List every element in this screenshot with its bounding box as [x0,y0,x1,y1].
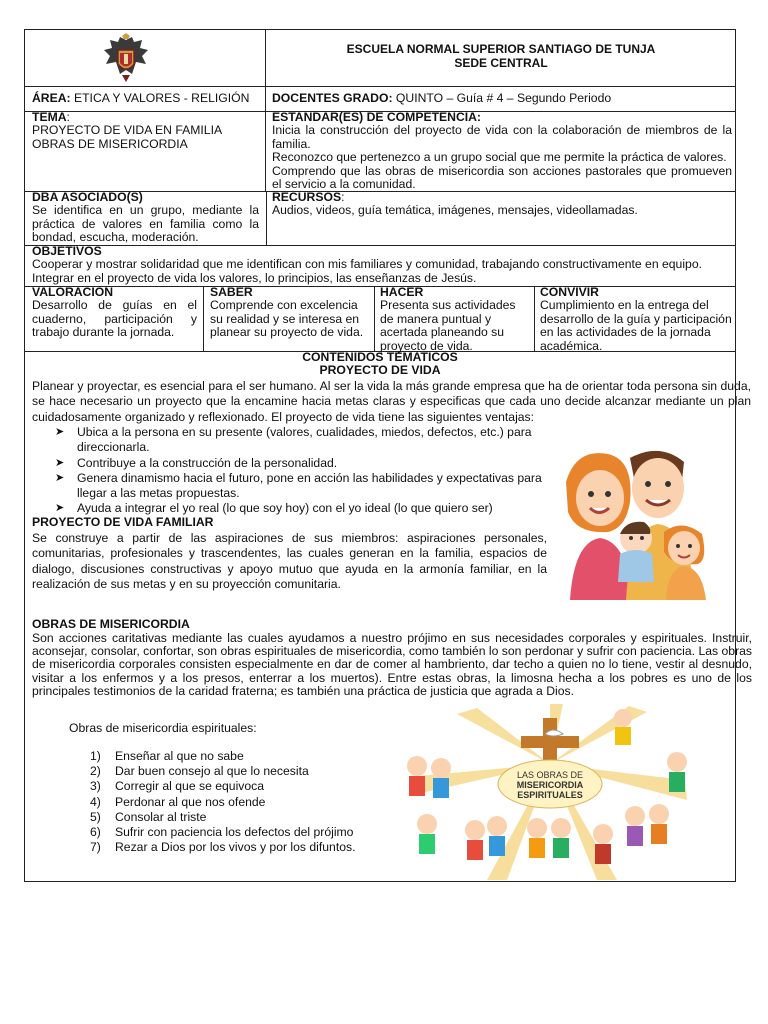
dba-cell [32,191,259,245]
espirituales-list [90,750,390,860]
recursos-label: RECURSOS [272,190,342,204]
dba-text: Se identifica en un grupo, mediante la práctica de valores en familia como la bondad, escucha, moderación. [32,203,259,245]
rule [534,286,535,352]
school-line2: SEDE CENTRAL [454,55,548,70]
list-item: ➤ Contribuye a la construcción de la personalidad. [55,455,338,470]
criterion-convivir [540,285,734,353]
area-label: ÁREA: [32,91,71,105]
arrow-bullet-icon: ➤ [55,456,65,469]
list-item: ➤ Genera dinamismo hacia el futuro, pone en acción las habilidades y expectativas para llegar a las metas propuestas. [55,470,542,501]
criterion-label: CONVIVIR [540,285,599,299]
criterion-text: Desarrollo de guías en el cuaderno, participación y trabajo durante la jornada. [32,298,197,340]
contenidos-intro: Planear y proyectar, es esencial para el ser humano. Al ser la vida la más grande empresa que ha de orientar toda persona sin duda, se hace necesario un proyecto que la encamine hacia metas claras y especificas que cada uno decide alcanzar mediante un plan cuidadosamente organizado y reflexionado. El proyecto de vida tiene las siguientes ventajas: [32,379,751,424]
tema-label: TEMA [32,110,67,124]
arrow-bullet-icon: ➤ [55,471,65,484]
recursos-cell [272,191,732,245]
list-item: 3) Corregir al que se equivoca [90,779,265,794]
criterion-label: SABER [210,285,253,299]
area-value: ETICA Y VALORES - RELIGIÓN [73,91,250,105]
estandar-cell [272,111,732,190]
estandar-p2: Reconozco que pertenezco a un grupo social que me permite la práctica de valores. [272,150,727,165]
contenidos-title: CONTENIDOS TEMATICOS [302,350,458,364]
rule [266,191,267,246]
contenidos-heading [24,351,736,379]
list-item: 7) Rezar a Dios por los vivos y por los difuntos. [90,840,356,855]
list-item: 2) Dar buen consejo al que lo necesita [90,764,309,779]
tema-line: PROYECTO DE VIDA EN FAMILIA [32,123,223,138]
estandar-p3: Comprendo que las obras de misericordia son acciones pastorales que promueven el servicio a la comunidad. [272,163,732,192]
list-item: ➤ Ayuda a integrar el yo real (lo que soy hoy) con el yo ideal (lo que quiero ser) [55,501,493,516]
obras-espirituales-illustration [397,704,703,881]
area-cell [32,92,264,108]
recursos-colon: : [341,190,345,204]
list-item: 4) Perdonar al que nos ofende [90,794,266,809]
list-item: 6) Sufrir con paciencia los defectos del prójimo [90,824,354,839]
school-crest [100,34,152,84]
objetivos-label: OBJETIVOS [32,244,102,258]
estandar-label: ESTANDAR(ES) DE COMPETENCIA: [272,110,481,124]
list-item: 1) Enseñar al que no sabe [90,749,244,763]
criterion-hacer [380,285,530,353]
criterion-text: Presenta sus actividades de manera puntual y acertada planeando su proyecto de vida. [380,298,516,353]
rule [374,286,375,352]
banner-line1: LAS OBRAS DE [516,770,584,780]
crest-icon [100,34,152,84]
ventajas-list [32,425,552,516]
criterion-text: Comprende con excelencia su realidad y se interesa en planear su proyecto de vida. [210,298,364,340]
obras-text: Son acciones caritativas mediante las cuales ayudamos a nuestro prójimo en sus necesidades corporales y espirituales. Instruir, aconsejar, consolar, confortar, son obras espirituales de misericordia, como también lo son perdonar y sufrir con paciencia. Las obras de misericordia corporales consisten especialmente en dar de comer al hambriento, dar techo a quien no lo tiene, vestir al desnudo, visitar a los enfermos y a los presos, enterrar a los muertos). Entre estas obras, la limosna hecha a los pobres es uno de los principales testimonios de la caridad fraterna; es también una práctica de justicia que agrada a Dios. [32,631,752,698]
contenidos-subtitle: PROYECTO DE VIDA [319,363,441,378]
rule [203,286,204,352]
estandar-p1: Inicia la construcción del proyecto de vida con la colaboración de miembros de la familia. [272,123,732,151]
objetivos-line2: Integrar en el proyecto de vida los valores, lo principios, las enseñanzas de Jesús. [32,270,477,285]
docentes-cell [272,92,732,108]
family-cartoon-icon [556,442,726,600]
arrow-bullet-icon: ➤ [55,426,65,438]
objetivos-cell [32,245,732,286]
family-illustration [556,442,726,600]
criterion-label: HACER [380,285,424,299]
obras-cartoon-icon [397,704,703,881]
familiar-text: Se construye a partir de las aspiraciones de sus miembros: aspiraciones personales, comunitarias, profesionales y trascendentes, las cuales generan en la familia, espacios de dialogo, discusiones constructivas y apoyo mutuo que ayuda en la armonía familiar, en la realización de sus metas y en su proyección comunitaria. [32,531,547,591]
list-item: 5) Consolar al triste [90,809,207,824]
banner-line2: MISERICORDIA [516,780,584,790]
criterion-label: VALORACION [32,285,114,299]
criterion-text: Cumplimiento en la entrega del desarrollo de la guía y participación en las actividades de la jornada académica. [540,298,732,353]
school-name [266,43,736,73]
tema-line: OBRAS DE MISERICORDIA [32,136,188,151]
obras-title: OBRAS DE MISERICORDIA [32,617,190,631]
recursos-text: Audios, videos, guía temática, imágenes, mensajes, videollamadas. [272,203,638,218]
tema-cell [32,111,264,189]
espirituales-title: Obras de misericordia espirituales: [69,721,257,735]
docentes-label: DOCENTES GRADO: [272,91,393,105]
tema-colon: : [66,110,70,124]
list-item: ➤ Ubica a la persona en su presente (valores, cualidades, miedos, defectos, etc.) para direccionarla. [55,425,532,455]
familiar-title: PROYECTO DE VIDA FAMILIAR [32,515,214,529]
school-line1: ESCUELA NORMAL SUPERIOR SANTIAGO DE TUNJA [346,42,656,56]
docentes-value: QUINTO – Guía # 4 – Segundo Periodo [395,91,612,105]
rule [24,86,736,87]
dba-label: DBA ASOCIADO(S) [32,190,143,204]
criterion-saber [210,286,372,350]
banner-line3: ESPIRITUALES [517,790,583,800]
criterion-valoracion [32,286,197,350]
arrow-bullet-icon: ➤ [55,502,65,515]
objetivos-line1: Cooperar y mostrar solidaridad que me identifican con mis familiares y comunidad, trabajando constructivamente en equipo. [32,257,702,272]
